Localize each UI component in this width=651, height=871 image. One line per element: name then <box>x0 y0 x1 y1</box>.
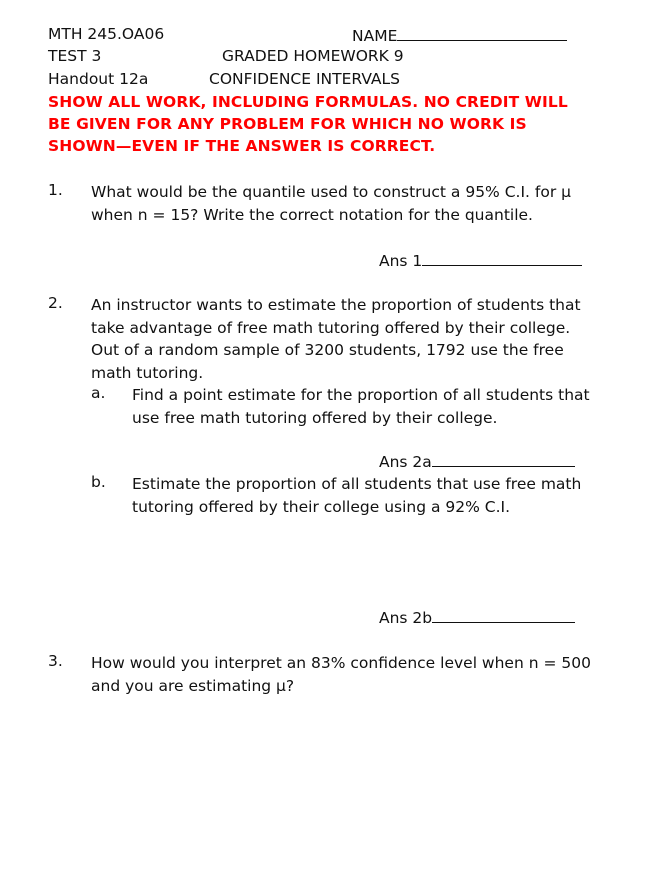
question-3-line-2: and you are estimating μ? <box>91 676 295 695</box>
answer-2a <box>379 451 575 471</box>
answer-2b-blank-line <box>432 607 575 623</box>
name-label: NAME <box>352 27 398 45</box>
handout-label: Handout 12a <box>48 70 149 88</box>
question-1-line-1: What would be the quantile used to construct a 95% C.I. for μ <box>91 183 571 201</box>
question-2b-line-1: Estimate the proportion of all students that use free math <box>132 475 582 493</box>
topic-title: CONFIDENCE INTERVALS <box>209 70 401 88</box>
question-2b-text <box>132 473 581 518</box>
question-3-number: 3. <box>48 652 63 670</box>
answer-1-blank-line <box>422 250 582 266</box>
question-2b-line-2: tutoring offered by their college using a 92% C.I. <box>132 497 511 516</box>
question-1-number: 1. <box>48 181 63 199</box>
question-1-text <box>91 181 571 226</box>
answer-2a-label: Ans 2a <box>379 453 432 471</box>
answer-1 <box>379 250 582 270</box>
warning-line-2: BE GIVEN FOR ANY PROBLEM FOR WHICH NO WORK IS <box>48 115 527 133</box>
test-label: TEST 3 <box>48 47 102 65</box>
question-2-line-1: An instructor wants to estimate the proportion of students that <box>91 296 581 314</box>
question-1-line-2: when n = 15? Write the correct notation for the quantile. <box>91 205 533 224</box>
question-2a-line-1: Find a point estimate for the proportion of all students that <box>132 386 590 404</box>
answer-2b <box>379 607 575 627</box>
question-2a-label: a. <box>91 384 106 402</box>
answer-1-label: Ans 1 <box>379 252 423 270</box>
warning-line-3: SHOWN—EVEN IF THE ANSWER IS CORRECT. <box>48 137 436 155</box>
answer-2b-label: Ans 2b <box>379 609 433 627</box>
question-2-line-3: Out of a random sample of 3200 students, 1792 use the free <box>91 341 564 359</box>
question-2-line-4: math tutoring. <box>91 363 204 382</box>
name-field <box>352 25 567 45</box>
warning-line-1: SHOW ALL WORK, INCLUDING FORMULAS. NO CREDIT WILL <box>48 93 568 111</box>
question-3-line-1: How would you interpret an 83% confidence level when n = 500 <box>91 654 591 672</box>
question-3-text <box>91 652 591 697</box>
name-blank-line <box>397 25 567 41</box>
question-2a-text <box>132 384 590 429</box>
work-warning <box>48 91 608 157</box>
question-2a-line-2: use free math tutoring offered by their college. <box>132 408 498 427</box>
answer-2a-blank-line <box>432 451 575 467</box>
question-2b-label: b. <box>91 473 106 491</box>
question-2-line-2: take advantage of free math tutoring offered by their college. <box>91 318 571 337</box>
question-2-number: 2. <box>48 294 63 312</box>
course-code: MTH 245.OA06 <box>48 25 165 43</box>
assignment-title: GRADED HOMEWORK 9 <box>222 47 404 65</box>
question-2-text <box>91 294 581 384</box>
